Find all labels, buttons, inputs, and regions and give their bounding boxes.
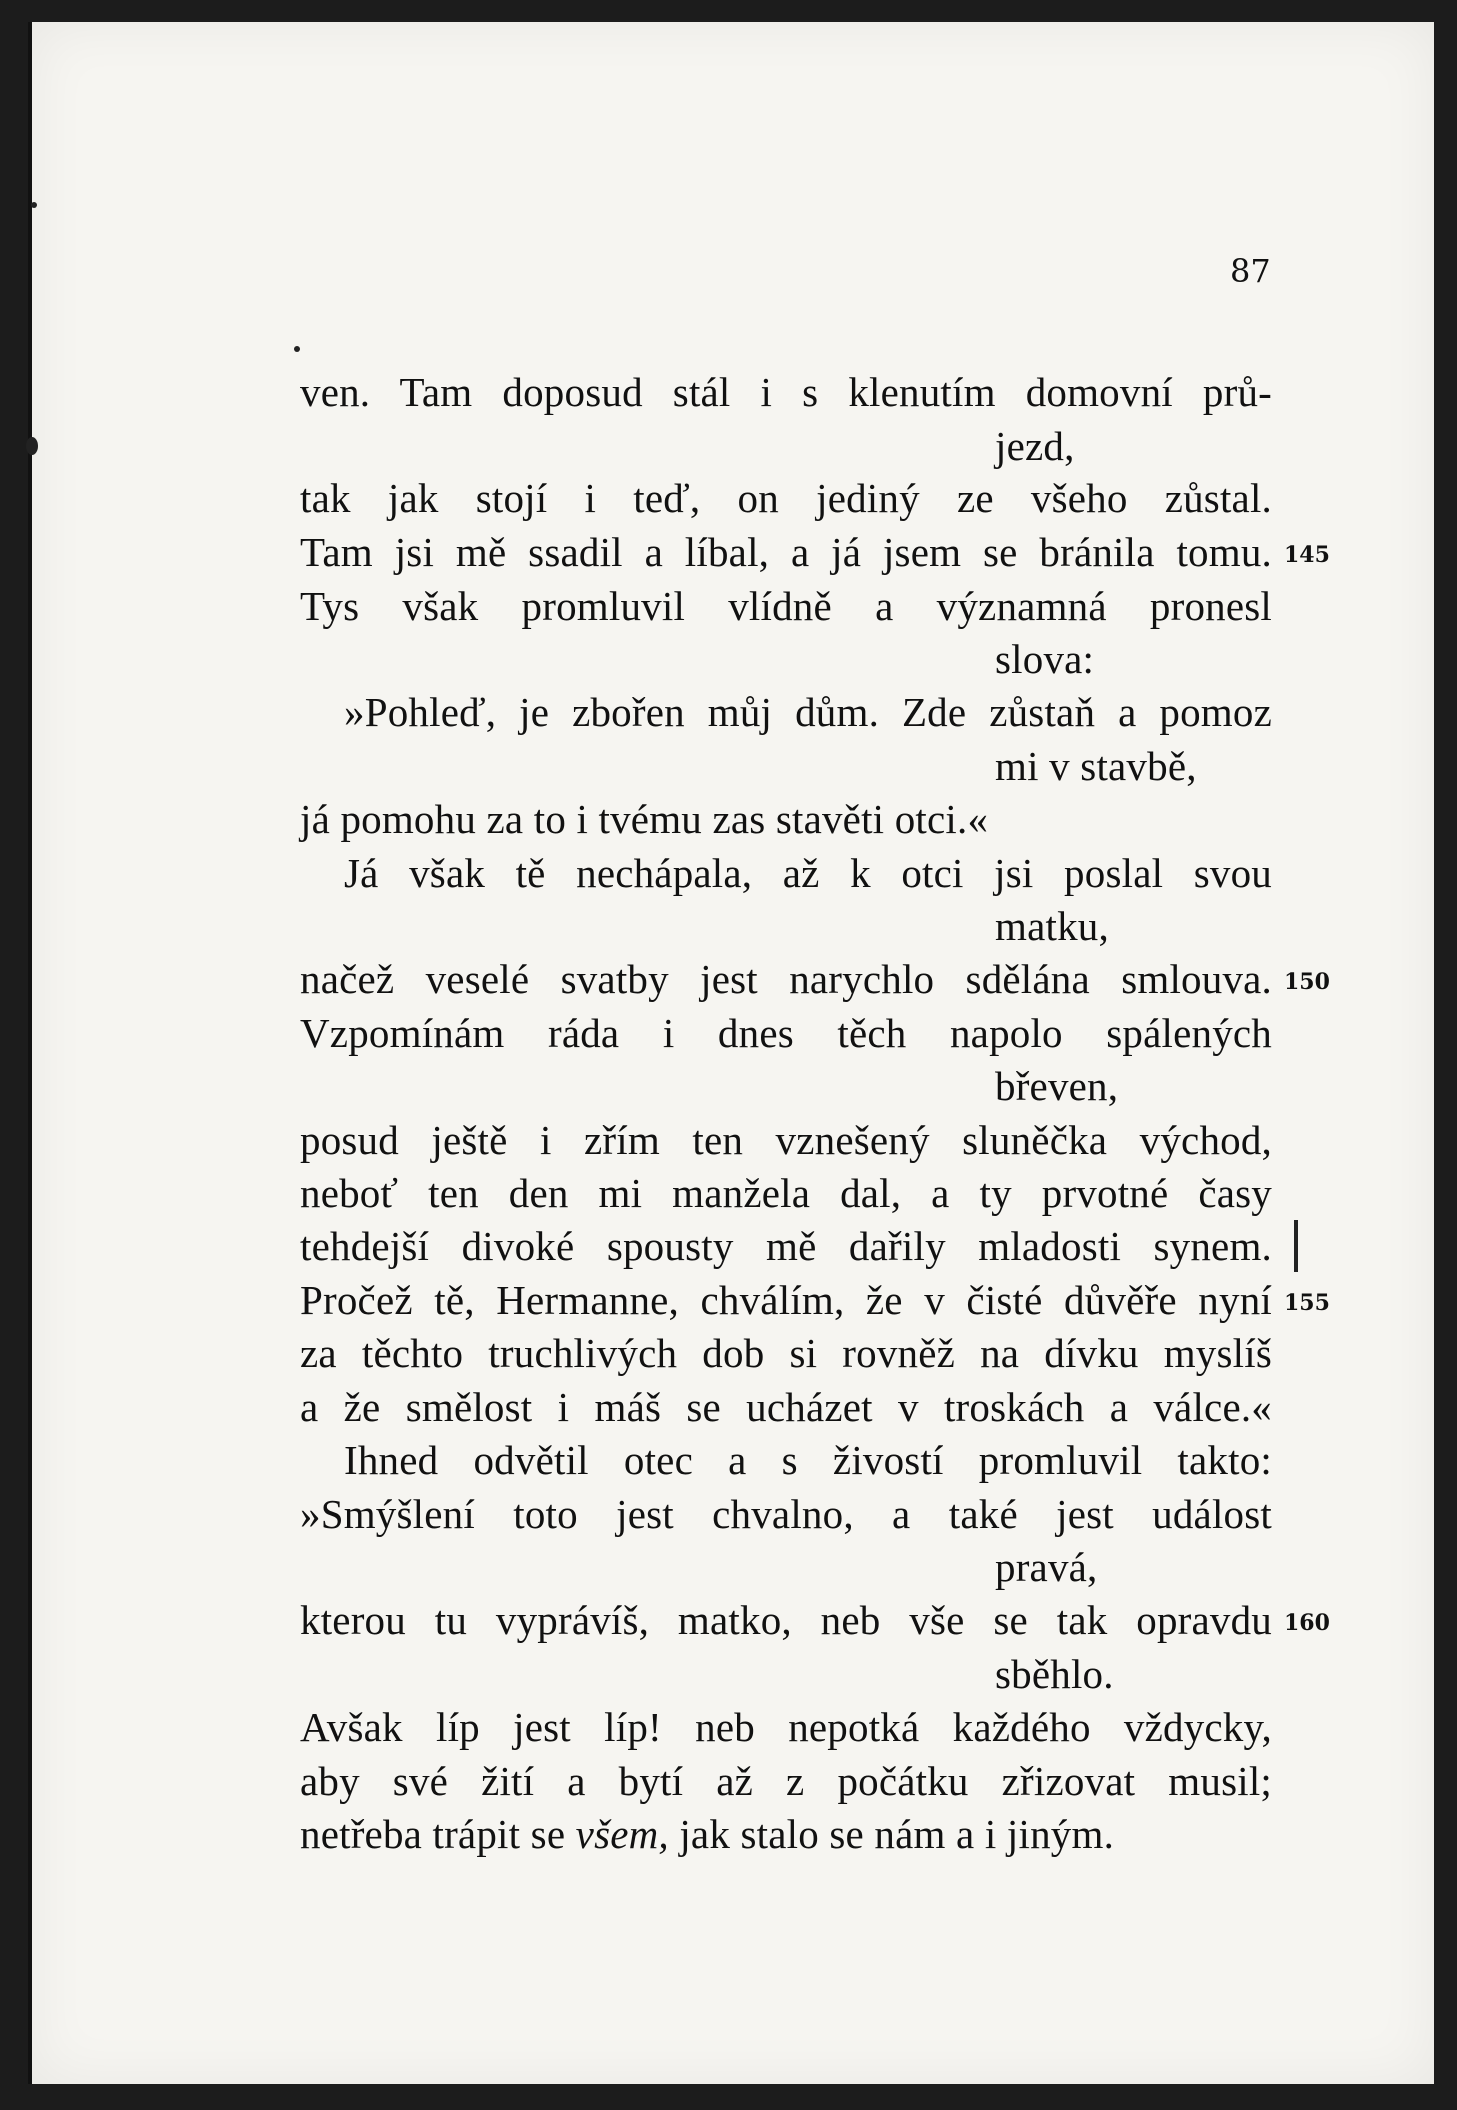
text-line: Tam jsi mě ssadil a líbal, a já jsem se bránila tomu.	[300, 529, 1272, 575]
text-line: za těchto truchlivých dob si rovněž na dívku myslíš	[300, 1330, 1272, 1376]
text-line: já pomohu za to i tvému zas stavěti otci.«	[300, 796, 989, 842]
text-line: Tys však promluvil vlídně a významná pronesl	[300, 583, 1272, 629]
verse-number: 155	[1284, 1290, 1330, 1316]
text-line: aby své žití a bytí až z počátku zřizovat musil;	[300, 1758, 1272, 1804]
text-line: načež veselé svatby jest narychlo sdělána smlouva.	[300, 956, 1272, 1002]
text-line: ven. Tam doposud stál i s klenutím domovní prů-	[300, 369, 1272, 415]
text-line-continuation: pravá,	[995, 1544, 1098, 1590]
text-line: tehdejší divoké spousty mě dařily mladosti synem.	[300, 1223, 1272, 1269]
verse-number: 150	[1284, 969, 1330, 995]
text-line-continuation: matku,	[995, 903, 1109, 949]
text-segment: netřeba trápit se	[300, 1811, 576, 1857]
page-number: 87	[1230, 252, 1271, 290]
verse-number: 145	[1284, 542, 1330, 568]
text-line-continuation: slova:	[995, 636, 1095, 682]
text-line: »Pohleď, je zbořen můj dům. Zde zůstaň a pomoz	[344, 689, 1272, 735]
text-line: kterou tu vyprávíš, matko, neb vše se tak opravdu	[300, 1597, 1272, 1643]
text-line: »Smýšlení toto jest chvalno, a také jest událost	[300, 1491, 1272, 1537]
binding-mark	[26, 437, 38, 455]
text-line-continuation: mi v stavbě,	[995, 743, 1197, 789]
text-line: tak jak stojí i teď, on jediný ze všeho zůstal.	[300, 475, 1272, 521]
text-segment: jak stalo se nám a i jiným.	[668, 1811, 1115, 1857]
scan-speck	[31, 202, 37, 208]
text-line: Pročež tě, Hermanne, chválím, že v čisté důvěře nyní	[300, 1277, 1272, 1323]
text-line: neboť ten den mi manžela dal, a ty prvotné časy	[300, 1170, 1272, 1216]
text-line: Vzpomínám ráda i dnes těch napolo spálených	[300, 1010, 1272, 1056]
text-line: posud ještě i zřím ten vznešený sluněčka východ,	[300, 1117, 1272, 1163]
text-line: Já však tě nechápala, až k otci jsi poslal svou	[344, 850, 1272, 896]
text-line-continuation: jezd,	[995, 423, 1075, 469]
text-line: Avšak líp jest líp! neb nepotká každého vždycky,	[300, 1704, 1272, 1750]
text-line-continuation: sběhlo.	[995, 1651, 1114, 1697]
text-line: Ihned odvětil otec a s živostí promluvil takto:	[344, 1437, 1272, 1483]
text-line-last	[300, 1810, 1114, 1858]
scan-speck	[294, 346, 300, 352]
italic-word: všem,	[575, 1811, 669, 1857]
text-line-continuation: břeven,	[995, 1063, 1119, 1109]
book-page	[28, 22, 1434, 2084]
margin-mark	[1294, 1220, 1298, 1272]
text-line: a že smělost i máš se ucházet v troskách a válce.«	[300, 1384, 1272, 1430]
verse-number: 160	[1284, 1610, 1330, 1636]
